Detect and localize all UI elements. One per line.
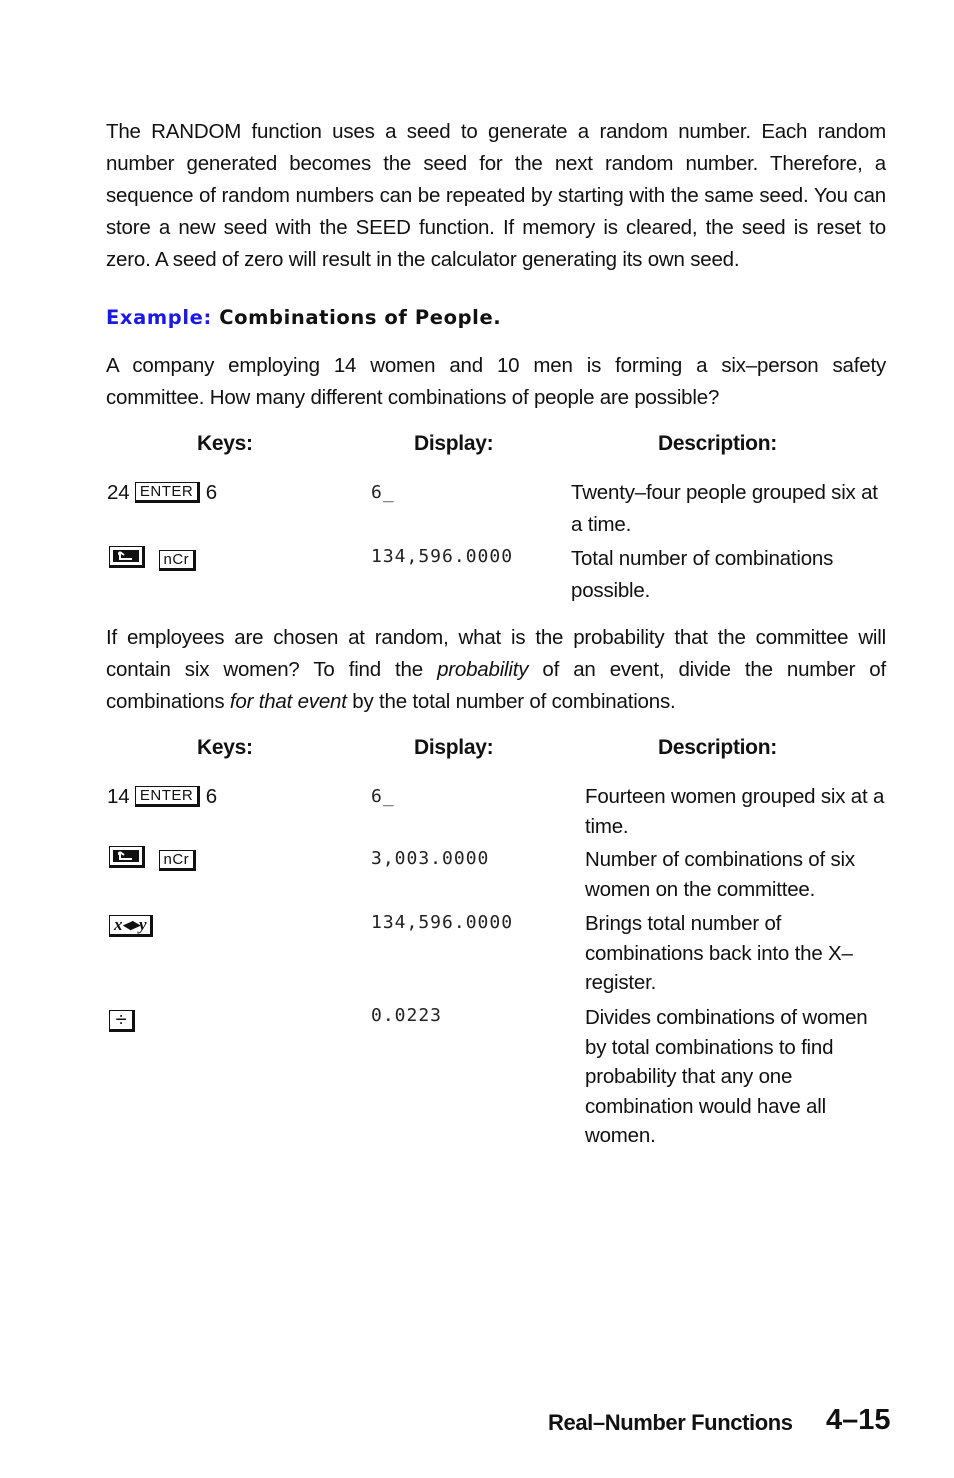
ncr-key: nCr — [159, 850, 197, 871]
keys-prefix: 14 — [107, 785, 130, 808]
table2-row4-description: Divides combinations of women by total combinations to find probability that any one combination would have all women. — [585, 1006, 868, 1147]
middle-text-3: by the total number of combinations. — [346, 690, 676, 713]
table2-row3-keys — [109, 908, 153, 940]
intro-paragraph: The RANDOM function uses a seed to generate a random number. Each random number generated becomes the seed for the next random number. Therefore, a sequence of random numbers can be repeated by starting with the same seed. You can store a new seed with the SEED function. If memory is cleared, the seed is reset to zero. A seed of zero will result in the calculator generating its own seed. — [106, 120, 886, 271]
ncr-key: nCr — [159, 550, 197, 571]
table1-row2-description: Total number of combinations possible. — [571, 547, 834, 602]
table1-description-header: Description: — [658, 432, 777, 455]
enter-key: ENTER — [135, 482, 200, 503]
table2-keys-header: Keys: — [197, 736, 253, 759]
table2-row1-keys — [107, 781, 217, 813]
footer-section-title: Real–Number Functions — [548, 1410, 793, 1435]
x-swap-y-key: x◂▸y — [109, 915, 153, 937]
example-heading — [106, 306, 501, 329]
table2-row2-display: 3,003.0000 — [371, 848, 490, 869]
middle-paragraph — [106, 622, 886, 718]
table1-row2-keys — [109, 545, 196, 577]
table2-display-header: Display: — [414, 736, 494, 759]
table2-row3-display: 134,596.0000 — [371, 912, 514, 933]
table2-description-header: Description: — [658, 736, 777, 759]
middle-italic-2: for that event — [229, 690, 347, 713]
middle-text-1: If employees are chosen at random, what is the probability that the committee will contain six women? To find the — [106, 626, 886, 681]
middle-italic-1: probability — [437, 658, 529, 681]
divide-key: ÷ — [109, 1010, 135, 1032]
left-shift-key-icon — [109, 546, 145, 568]
table2-row2-keys — [109, 845, 196, 877]
table2-row1-description: Fourteen women grouped six at a time. — [585, 785, 885, 838]
table2-row4-keys — [109, 1004, 135, 1036]
keys-prefix: 24 — [107, 481, 130, 504]
keys-suffix: 6 — [205, 785, 217, 808]
enter-key: ENTER — [135, 786, 200, 807]
table1-row2-display: 134,596.0000 — [371, 546, 514, 567]
table1-row1-description: Twenty–four people grouped six at a time. — [571, 481, 878, 536]
keys-suffix: 6 — [205, 481, 217, 504]
table2-row4-display: 0.0223 — [371, 1005, 443, 1026]
table2-row3-description: Brings total number of combinations back into the X–register. — [585, 912, 853, 994]
example-label: Example: — [106, 306, 212, 329]
table1-keys-header: Keys: — [197, 432, 253, 455]
table1-row1-keys — [107, 477, 217, 509]
problem-paragraph: A company employing 14 women and 10 men is forming a six–person safety committee. How many different combinations of people are possible? — [106, 354, 886, 409]
table2-row1-display: 6_ — [371, 786, 395, 807]
footer-page-number: 4–15 — [826, 1404, 891, 1436]
left-shift-key-icon — [109, 846, 145, 868]
example-title: Combinations of People. — [219, 306, 502, 329]
table1-display-header: Display: — [414, 432, 494, 455]
middle-text-2: of an event, divide the number of combinations — [106, 658, 886, 713]
table1-row1-display: 6_ — [371, 482, 395, 503]
table2-row2-description: Number of combinations of six women on the committee. — [585, 848, 855, 901]
